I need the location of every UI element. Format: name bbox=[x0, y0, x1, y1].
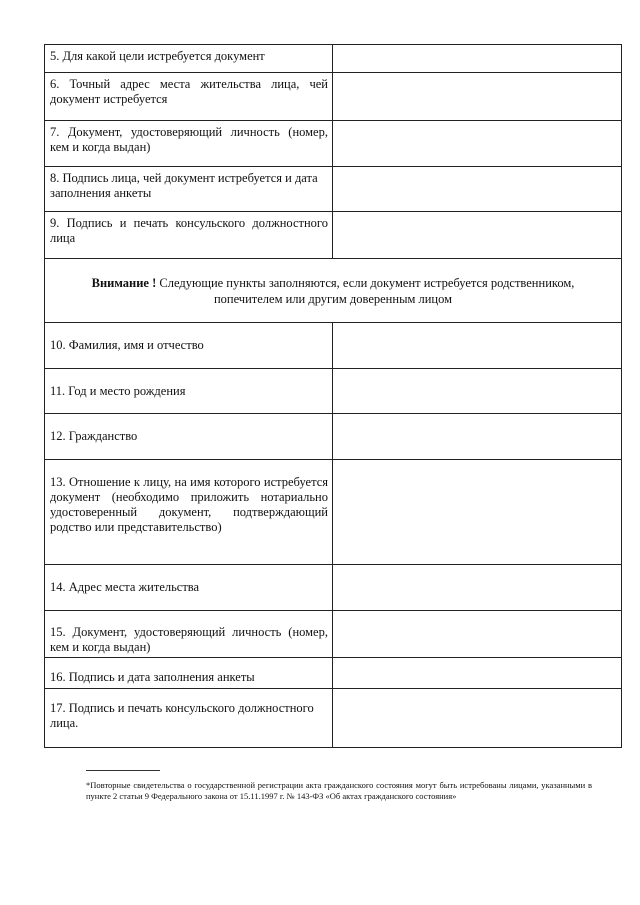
form-row-15 bbox=[45, 611, 622, 658]
form-field-10[interactable] bbox=[333, 323, 622, 369]
form-label-17: 17. Подпись и печать консульского должностного лица. bbox=[45, 689, 333, 748]
form-row-7 bbox=[45, 121, 622, 167]
form-label-8: 8. Подпись лица, чей документ истребуется и дата заполнения анкеты bbox=[45, 167, 333, 212]
form-label-7: 7. Документ, удостоверяющий личность (номер, кем и когда выдан) bbox=[45, 121, 333, 167]
form-field-8[interactable] bbox=[333, 167, 622, 212]
notice-row bbox=[45, 259, 622, 323]
form-label-5: 5. Для какой цели истребуется документ bbox=[45, 45, 333, 73]
form-label-12: 12. Гражданство bbox=[45, 414, 333, 460]
form-row-13 bbox=[45, 460, 622, 565]
consular-request-form-table bbox=[44, 44, 622, 748]
form-label-11: 11. Год и место рождения bbox=[45, 369, 333, 414]
form-row-10 bbox=[45, 323, 622, 369]
form-field-15[interactable] bbox=[333, 611, 622, 658]
form-row-17 bbox=[45, 689, 622, 748]
footnote-text: *Повторные свидетельства о государственной регистрации акта гражданского состояния могут быть истребованы лицами, указанными в пункте 2 статьи 9 Федерального закона от 15.11.1997 г. № 143-ФЗ «Об актах гражданского состояния» bbox=[86, 780, 592, 801]
form-field-7[interactable] bbox=[333, 121, 622, 167]
attention-notice bbox=[45, 259, 622, 323]
form-label-9: 9. Подпись и печать консульского должностного лица bbox=[45, 212, 333, 259]
form-field-6[interactable] bbox=[333, 73, 622, 121]
form-label-14: 14. Адрес места жительства bbox=[45, 565, 333, 611]
form-row-14 bbox=[45, 565, 622, 611]
form-field-17[interactable] bbox=[333, 689, 622, 748]
footnote-divider bbox=[86, 770, 160, 771]
form-row-11 bbox=[45, 369, 622, 414]
form-row-8 bbox=[45, 167, 622, 212]
form-field-13[interactable] bbox=[333, 460, 622, 565]
form-label-6: 6. Точный адрес места жительства лица, чей документ истребуется bbox=[45, 73, 333, 121]
form-row-9 bbox=[45, 212, 622, 259]
form-row-5 bbox=[45, 45, 622, 73]
form-field-11[interactable] bbox=[333, 369, 622, 414]
form-label-13: 13. Отношение к лицу, на имя которого истребуется документ (необходимо приложить нотариально удостоверенный документ, подтверждающий родство или представительство) bbox=[45, 460, 333, 565]
form-row-12 bbox=[45, 414, 622, 460]
form-field-16[interactable] bbox=[333, 658, 622, 689]
form-row-6 bbox=[45, 73, 622, 121]
form-field-12[interactable] bbox=[333, 414, 622, 460]
form-field-14[interactable] bbox=[333, 565, 622, 611]
form-label-15: 15. Документ, удостоверяющий личность (номер, кем и когда выдан) bbox=[45, 611, 333, 658]
attention-notice-text: Следующие пункты заполняются, если документ истребуется родственником, попечителем или другим доверенным лицом bbox=[159, 275, 575, 306]
form-label-16: 16. Подпись и дата заполнения анкеты bbox=[45, 658, 333, 689]
form-label-10: 10. Фамилия, имя и отчество bbox=[45, 323, 333, 369]
form-field-9[interactable] bbox=[333, 212, 622, 259]
form-field-5[interactable] bbox=[333, 45, 622, 73]
form-row-16 bbox=[45, 658, 622, 689]
attention-notice-title: Внимание ! bbox=[91, 275, 157, 290]
